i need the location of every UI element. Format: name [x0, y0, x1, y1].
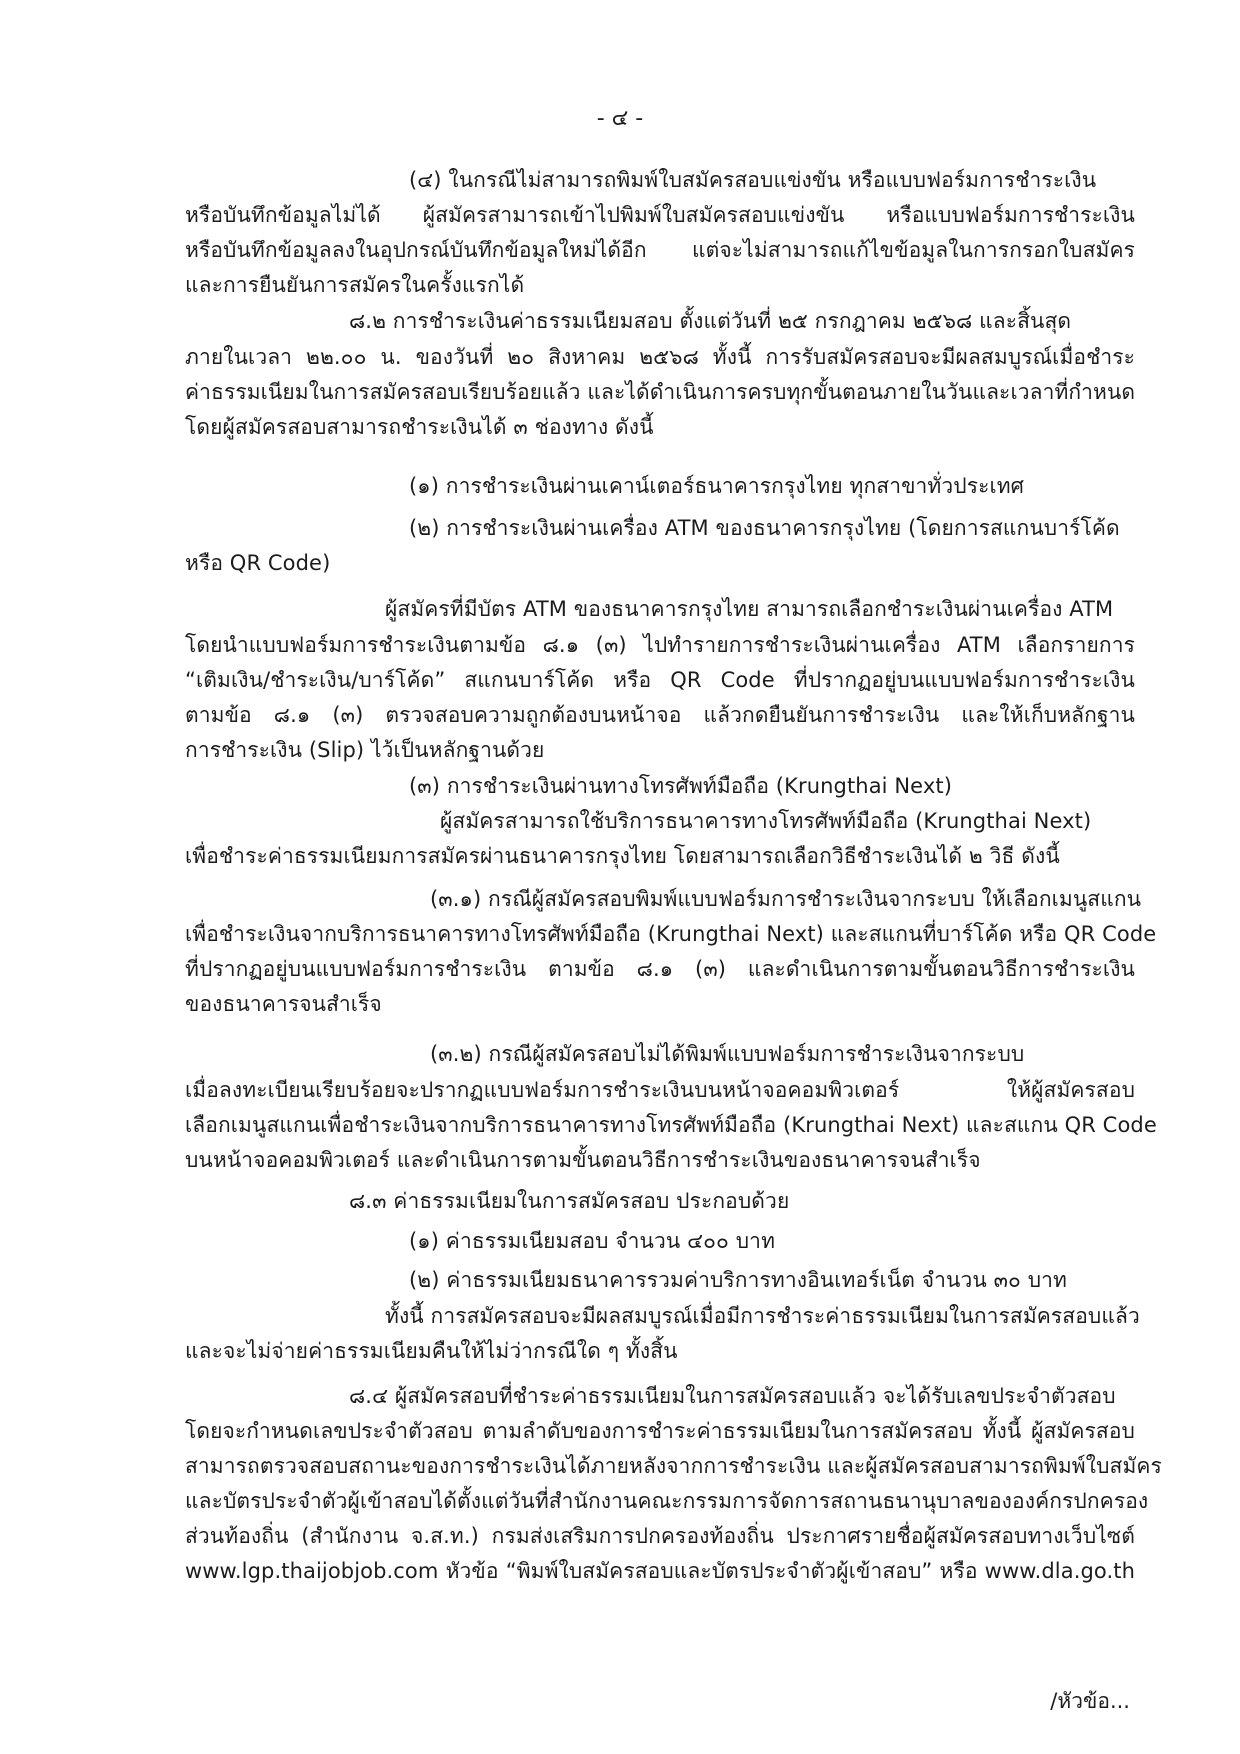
paragraph-line: (๒) ค่าธรรมเนียมธนาคารรวมค่าบริการทางอินเทอร์เน็ต จำนวน ๓๐ บาท — [409, 1268, 1067, 1292]
paragraph-line: (๑) ค่าธรรมเนียมสอบ จำนวน ๔๐๐ บาท — [409, 1229, 776, 1253]
paragraph-line: (๔) ในกรณีไม่สามารถพิมพ์ใบสมัครสอบแข่งขัน หรือแบบฟอร์มการชำระเงิน — [409, 168, 1097, 192]
paragraph-line: ที่ปรากฏอยู่บนแบบฟอร์มการชำระเงิน ตามข้อ ๘.๑ (๓) และดำเนินการตามขั้นตอนวิธีการชำระเงิน — [185, 957, 1135, 981]
continuation-footer: /หัวข้อ... — [1050, 1689, 1130, 1713]
paragraph-line: (๑) การชำระเงินผ่านเคาน์เตอร์ธนาคารกรุงไทย ทุกสาขาทั่วประเทศ — [409, 474, 1025, 498]
paragraph-line: และการยืนยันการสมัครในครั้งแรกได้ — [185, 273, 525, 297]
paragraph-line: (๒) การชำระเงินผ่านเครื่อง ATM ของธนาคารกรุงไทย (โดยการสแกนบาร์โค้ด — [409, 516, 1120, 540]
paragraph-line: (๓) การชำระเงินผ่านทางโทรศัพท์มือถือ (Krungthai Next) — [409, 774, 952, 798]
paragraph-line: เพื่อชำระค่าธรรมเนียมการสมัครผ่านธนาคารกรุงไทย โดยสามารถเลือกวิธีชำระเงินได้ ๒ วิธี ดังนี้ — [185, 844, 1060, 868]
paragraph-line: ค่าธรรมเนียมในการสมัครสอบเรียบร้อยแล้ว และได้ดำเนินการครบทุกขั้นตอนภายในวันและเวลาที่กำหนด — [185, 380, 1136, 404]
paragraph-line: หรือ QR Code) — [185, 551, 331, 575]
paragraph-line: (๓.๒) กรณีผู้สมัครสอบไม่ได้พิมพ์แบบฟอร์มการชำระเงินจากระบบ — [430, 1042, 1025, 1066]
paragraph-line: ตามข้อ ๘.๑ (๓) ตรวจสอบความถูกต้องบนหน้าจอ แล้วกดยืนยันการชำระเงิน และให้เก็บหลักฐาน — [185, 703, 1135, 727]
paragraph-line: บนหน้าจอคอมพิวเตอร์ และดำเนินการตามขั้นตอนวิธีการชำระเงินของธนาคารจนสำเร็จ — [185, 1148, 981, 1172]
paragraph-line: สามารถตรวจสอบสถานะของการชำระเงินได้ภายหลังจากการชำระเงิน และผู้สมัครสอบสามารถพิมพ์ใบสมัคร — [185, 1454, 1162, 1478]
paragraph-line: ๘.๒ การชำระเงินค่าธรรมเนียมสอบ ตั้งแต่วันที่ ๒๕ กรกฎาคม ๒๕๖๘ และสิ้นสุด — [349, 309, 1072, 333]
paragraph-line: โดยนำแบบฟอร์มการชำระเงินตามข้อ ๘.๑ (๓) ไปทำรายการชำระเงินผ่านเครื่อง ATM เลือกรายการ — [185, 633, 1135, 657]
paragraph-line: (๓.๑) กรณีผู้สมัครสอบพิมพ์แบบฟอร์มการชำระเงินจากระบบ ให้เลือกเมนูสแกน — [430, 887, 1142, 911]
paragraph-line: โดยจะกำหนดเลขประจำตัวสอบ ตามลำดับของการชำระค่าธรรมเนียมในการสมัครสอบ ทั้งนี้ ผู้สมัครสอบ — [185, 1419, 1135, 1443]
paragraph-line: ผู้สมัครสามารถใช้บริการธนาคารทางโทรศัพท์มือถือ (Krungthai Next) — [440, 809, 1092, 833]
paragraph-line: “เติมเงิน/ชำระเงิน/บาร์โค้ด” สแกนบาร์โค้ด หรือ QR Code ที่ปรากฏอยู่บนแบบฟอร์มการชำระเงิน — [185, 668, 1135, 692]
paragraph-line: เลือกเมนูสแกนเพื่อชำระเงินจากบริการธนาคารทางโทรศัพท์มือถือ (Krungthai Next) และสแกน QR Code — [185, 1113, 1157, 1137]
paragraph-line: ๘.๔ ผู้สมัครสอบที่ชำระค่าธรรมเนียมในการสมัครสอบแล้ว จะได้รับเลขประจำตัวสอบ — [349, 1384, 1116, 1408]
paragraph-line: เพื่อชำระเงินจากบริการธนาคารทางโทรศัพท์มือถือ (Krungthai Next) และสแกนที่บาร์โค้ด หรือ QR Code — [185, 922, 1157, 946]
paragraph-line: ของธนาคารจนสำเร็จ — [185, 992, 382, 1016]
paragraph-line: ผู้สมัครที่มีบัตร ATM ของธนาคารกรุงไทย สามารถเลือกชำระเงินผ่านเครื่อง ATM — [385, 597, 1114, 621]
paragraph-line: และบัตรประจำตัวผู้เข้าสอบได้ตั้งแต่วันที่สำนักงานคณะกรรมการจัดการสถานธนานุบาลขององค์กรปกครอง — [185, 1489, 1149, 1513]
paragraph-line: หรือบันทึกข้อมูลลงในอุปกรณ์บันทึกข้อมูลใหม่ได้อีก แต่จะไม่สามารถแก้ไขข้อมูลในการกรอกใบสมัคร — [185, 238, 1135, 262]
paragraph-line: โดยผู้สมัครสอบสามารถชำระเงินได้ ๓ ช่องทาง ดังนี้ — [185, 415, 654, 439]
page-number: - ๔ - — [596, 106, 644, 131]
paragraph-line: www.lgp.thaijobjob.com หัวข้อ “พิมพ์ใบสมัครสอบและบัตรประจำตัวผู้เข้าสอบ” หรือ www.dla.go.th — [185, 1559, 1135, 1583]
paragraph-line: เมื่อลงทะเบียนเรียบร้อยจะปรากฏแบบฟอร์มการชำระเงินบนหน้าจอคอมพิวเตอร์ ให้ผู้สมัครสอบ — [185, 1078, 1135, 1102]
paragraph-line: หรือบันทึกข้อมูลไม่ได้ ผู้สมัครสามารถเข้าไปพิมพ์ใบสมัครสอบแข่งขัน หรือแบบฟอร์มการชำระเงิน — [185, 203, 1135, 227]
paragraph-line: การชำระเงิน (Slip) ไว้เป็นหลักฐานด้วย — [185, 738, 545, 762]
paragraph-line: และจะไม่จ่ายค่าธรรมเนียมคืนให้ไม่ว่ากรณีใด ๆ ทั้งสิ้น — [185, 1339, 678, 1363]
paragraph-line: ส่วนท้องถิ่น (สำนักงาน จ.ส.ท.) กรมส่งเสริมการปกครองท้องถิ่น ประกาศรายชื่อผู้สมัครสอบทางเว็บไซต์ — [185, 1524, 1135, 1548]
paragraph-line: ทั้งนี้ การสมัครสอบจะมีผลสมบูรณ์เมื่อมีการชำระค่าธรรมเนียมในการสมัครสอบแล้ว — [385, 1304, 1140, 1328]
paragraph-line: ๘.๓ ค่าธรรมเนียมในการสมัครสอบ ประกอบด้วย — [349, 1189, 790, 1213]
paragraph-line: ภายในเวลา ๒๒.๐๐ น. ของวันที่ ๒๐ สิงหาคม ๒๕๖๘ ทั้งนี้ การรับสมัครสอบจะมีผลสมบูรณ์เมื่อชำระ — [185, 345, 1135, 369]
